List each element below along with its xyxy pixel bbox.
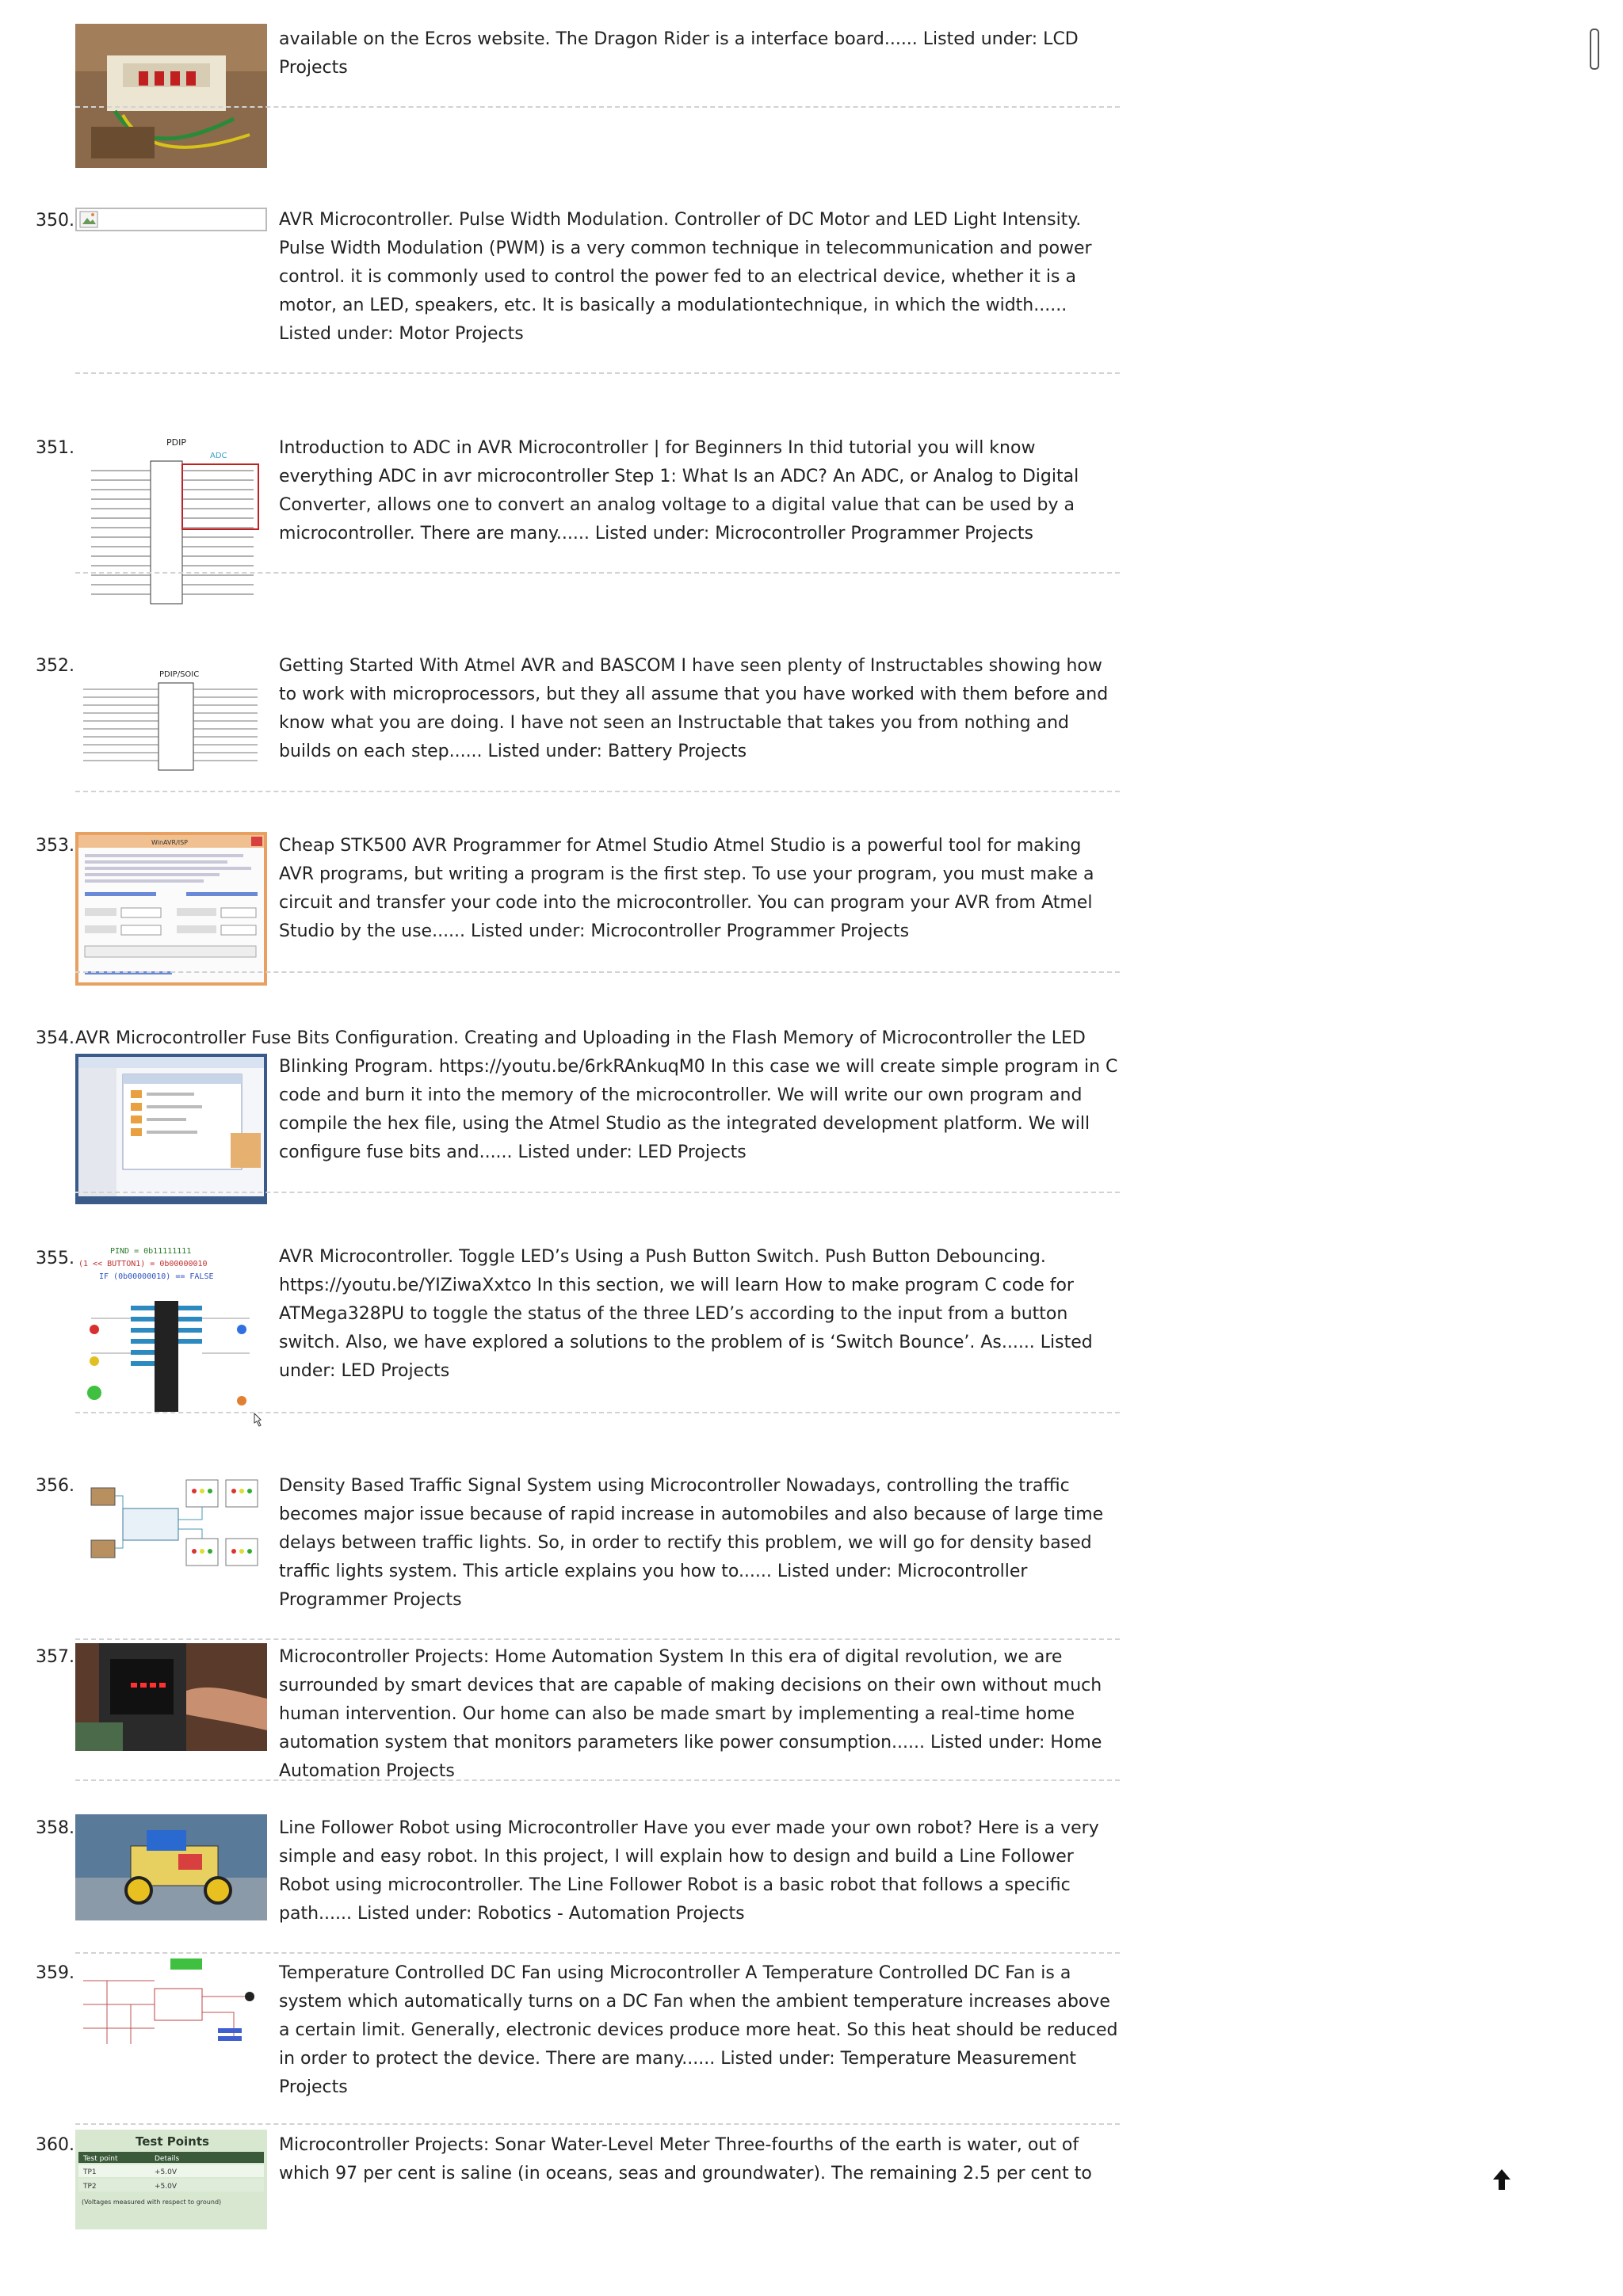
code-line: IF (0b00000010) == FALSE	[99, 1272, 214, 1281]
pinout-diagram	[75, 434, 267, 610]
project-thumbnail[interactable]	[75, 24, 267, 168]
project-description[interactable]: Getting Started With Atmel AVR and BASCOM I have seen plenty of Instructables showing how to work with microprocessors, but they all assume that you have worked with them before and know what you are doing. I have not seen an Instructable that takes you from nothing and builds on each step...... Listed under: Battery Projects	[279, 656, 1109, 761]
window-title: WinAVR/ISP	[151, 839, 188, 846]
project-thumbnail[interactable]	[75, 1643, 267, 1751]
ide-screenshot	[75, 1054, 267, 1204]
back-to-top-button[interactable]	[1484, 2161, 1520, 2198]
table-cell: +5.0V	[155, 2168, 178, 2176]
divider	[75, 2123, 1120, 2125]
project-thumbnail[interactable]	[75, 1814, 267, 1920]
code-line: (1 << BUTTON1) = 0b00000010	[78, 1260, 208, 1268]
project-thumbnail[interactable]	[75, 1242, 267, 1432]
table-title: Test Points	[136, 2134, 209, 2149]
project-description[interactable]: AVR Microcontroller. Pulse Width Modulation. Controller of DC Motor and LED Light Intensity. Pulse Width Modulation (PWM) is a very common technique in telecommunication and power control. it is commonly used to control the power fed to an electrical device, whether it is a motor, an LED, speakers, etc. It is basically a modulationtechnique, in which the width...... Listed under: Motor Projects	[279, 210, 1092, 344]
divider	[75, 1952, 1120, 1954]
project-thumbnail[interactable]	[75, 2130, 267, 2229]
item-number: 352.	[36, 656, 74, 676]
project-description[interactable]: Introduction to ADC in AVR Microcontroller | for Beginners In thid tutorial you will know everything ADC in avr microcontroller Step 1: What Is an ADC? An ADC, or Analog to Digital Converter, allows one to convert an analog voltage to a digital value that can be used by a microcontroller. There are many...... Listed under: Microcontroller Programmer Projects	[279, 438, 1079, 543]
robot-photo	[75, 1814, 267, 1920]
table-header: Details	[155, 2155, 180, 2163]
project-thumbnail[interactable]	[75, 1054, 267, 1204]
pdip-label: PDIP	[166, 437, 186, 448]
project-thumbnail[interactable]	[75, 664, 267, 775]
project-description[interactable]: Cheap STK500 AVR Programmer for Atmel Studio Atmel Studio is a powerful tool for making AVR programs, but writing a program is the first step. To use your program, you must make a circuit and transfer your code into the microcontroller. You can program your AVR from Atmel Studio by the use...... Listed under: Microcontroller Programmer Projects	[279, 836, 1094, 941]
project-thumbnail[interactable]	[75, 1957, 267, 2052]
item-number: 359.	[36, 1963, 74, 1983]
item-number: 358.	[36, 1818, 74, 1838]
arrow-up-icon	[1491, 2168, 1512, 2191]
divider	[75, 1779, 1120, 1781]
project-thumbnail[interactable]	[75, 434, 267, 610]
table-cell: TP2	[83, 2183, 97, 2191]
broken-image-icon	[75, 208, 267, 231]
item-number: 360.	[36, 2135, 74, 2155]
divider	[75, 971, 1120, 973]
project-description[interactable]: Density Based Traffic Signal System using Microcontroller Nowadays, controlling the traffic becomes major issue because of rapid increase in automobiles and also because of large time delays between traffic lights. So, in order to rectify this problem, we will go for density based traffic lights system. This article explains you how to...... Listed under: Microcontroller Programmer Projects	[279, 1476, 1104, 1610]
table-cell: +5.0V	[155, 2183, 178, 2191]
adc-label: ADC	[210, 452, 227, 460]
divider	[75, 1638, 1120, 1640]
divider	[75, 1192, 1120, 1193]
project-description[interactable]: available on the Ecros website. The Dragon Rider is a interface board...... Listed under: LCD Projects	[279, 29, 1079, 78]
item-number: 355.	[36, 1249, 74, 1268]
project-description[interactable]: AVR Microcontroller. Toggle LED’s Using a Push Button Switch. Push Button Debouncing. https://youtu.be/YIZiwaXxtco In this section, we will learn How to make program C code for ATMega328PU to toggle the status of the three LED’s according to the input from a button switch. Also, we have explored a solutions to the problem of is ‘Switch Bounce’. As...... Listed under: LED Projects	[279, 1247, 1093, 1381]
project-description[interactable]: Line Follower Robot using Microcontroller Have you ever made your own robot? Here is a very simple and easy robot. In this project, I will explain how to design and build a Line Follower Robot using microcontroller. The Line Follower Robot is a basic robot that follows a specific path...... Listed under: Robotics - Automation Projects	[279, 1818, 1099, 1924]
item-number: 353.	[36, 836, 74, 856]
item-number: 356.	[36, 1476, 74, 1496]
soic-pinout-diagram	[75, 664, 267, 775]
table-note: (Voltages measured with respect to ground)	[82, 2199, 222, 2206]
fan-circuit-diagram	[75, 1957, 267, 2052]
item-number: 354.	[36, 1028, 74, 1048]
project-description[interactable]: Microcontroller Projects: Sonar Water-Level Meter Three-fourths of the earth is water, out of which 97 per cent is saline (in oceans, seas and groundwater). The remaining 2.5 per cent to	[279, 2135, 1092, 2183]
breadboard-photo	[75, 24, 267, 168]
project-description[interactable]: Microcontroller Projects: Home Automation System In this era of digital revolution, we are surrounded by smart devices that are capable of making decisions on their own without much human intervention. Our home can also be made smart by implementing a real-time home automation system that monitors parameters like power consumption...... Listed under: Home Automation Projects	[279, 1647, 1102, 1781]
table-header: Test point	[83, 2155, 118, 2163]
test-points-table	[75, 2130, 267, 2229]
circuit-code-diagram	[75, 1242, 267, 1432]
project-description[interactable]: Blinking Program. https://youtu.be/6rkRAnkuqM0 In this case we will create simple program in C code and burn it into the memory of the microcontroller. We will write our own program and compile the hex file, using the Atmel Studio as the integrated development platform. We will configure fuse bits and...... Listed under: LED Projects	[279, 1057, 1118, 1162]
item-number: 350.	[36, 211, 74, 231]
home-automation-photo	[75, 1643, 267, 1751]
project-title-line[interactable]: AVR Microcontroller Fuse Bits Configuration. Creating and Uploading in the Flash Memory of Microcontroller the LED	[75, 1028, 1086, 1048]
item-number: 357.	[36, 1647, 74, 1667]
project-thumbnail[interactable]	[75, 832, 267, 986]
divider	[75, 1412, 1120, 1413]
software-window-screenshot	[75, 832, 267, 986]
project-thumbnail[interactable]	[75, 1472, 267, 1575]
divider	[75, 791, 1120, 792]
divider	[75, 372, 1120, 374]
table-cell: TP1	[83, 2168, 97, 2176]
project-description[interactable]: Temperature Controlled DC Fan using Microcontroller A Temperature Controlled DC Fan is a system which automatically turns on a DC Fan when the ambient temperature increases above a certain limit. Generally, electronic devices produce more heat. So this heat should be reduced in order to protect the device. There are many...... Listed under: Temperature Measurement Projects	[279, 1963, 1118, 2097]
scrollbar-thumb[interactable]	[1590, 29, 1599, 70]
pdip-soic-label: PDIP/SOIC	[159, 670, 200, 679]
divider	[75, 106, 1120, 108]
code-line: PIND = 0b11111111	[110, 1247, 192, 1256]
broken-image-thumbnail[interactable]	[75, 208, 267, 231]
divider	[75, 572, 1120, 574]
traffic-circuit-diagram	[75, 1472, 267, 1575]
item-number: 351.	[36, 438, 74, 458]
